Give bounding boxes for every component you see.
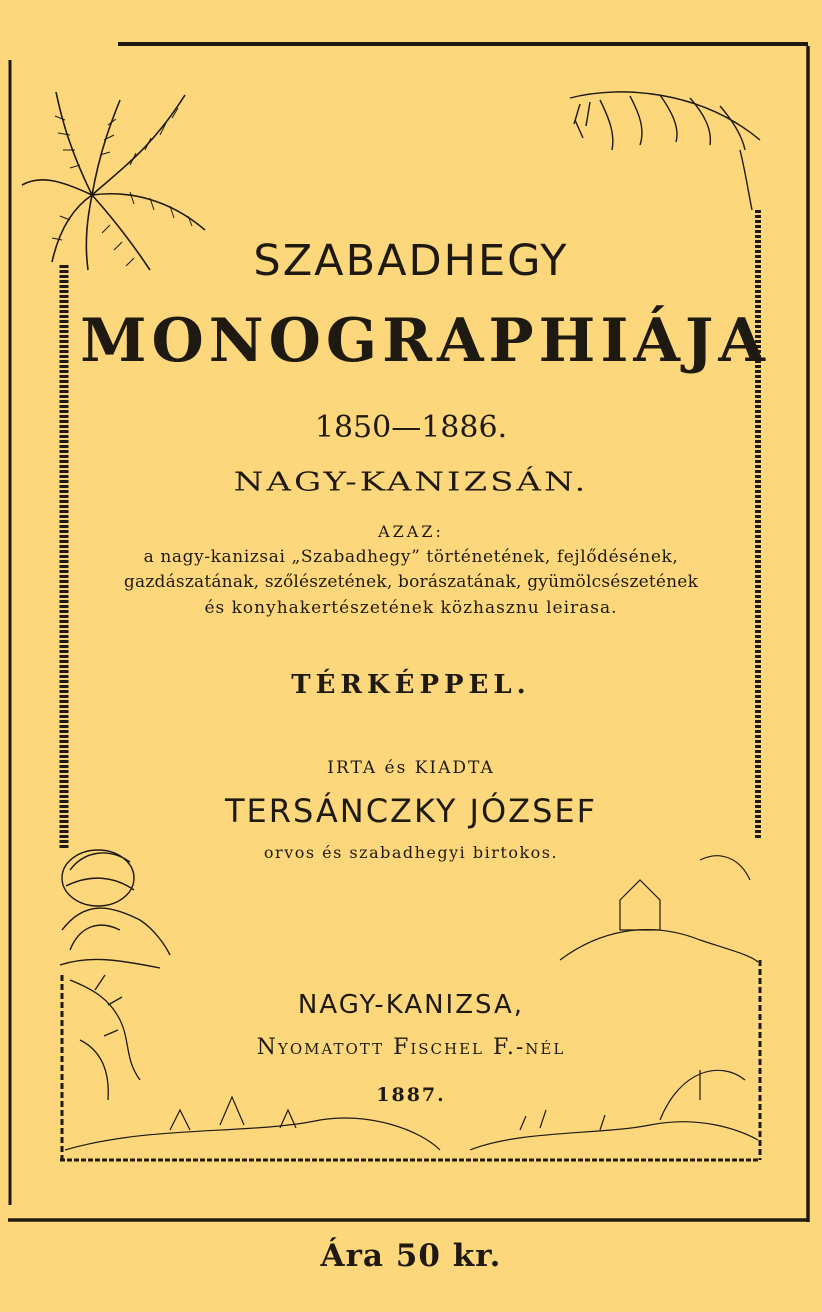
- map-note: TÉRKÉPPEL.: [291, 670, 531, 700]
- publication-year: 1887.: [376, 1084, 446, 1106]
- tropical-foliage-icon: [60, 850, 170, 968]
- author-name: TERSÁNCZKY JÓZSEF: [224, 792, 598, 830]
- price-label: Ára 50 kr.: [320, 1238, 502, 1274]
- title-line-2: MONOGRAPHIÁJA: [80, 306, 770, 376]
- place-title: NAGY-KANIZSÁN.: [233, 466, 589, 498]
- title-line-1: SZABADHEGY: [253, 236, 569, 286]
- written-by-label: IRTA és KIADTA: [327, 758, 495, 778]
- azaz-label: AZAZ:: [378, 522, 444, 541]
- tropical-foliage-icon: [570, 92, 760, 210]
- printer-line: Nyomatott Fischel F.-nél: [256, 1035, 566, 1060]
- year-range: 1850—1886.: [314, 410, 508, 445]
- description-line-3: és konyhakertészetének közhasznu leirasa.: [204, 598, 618, 618]
- author-title: orvos és szabadhegyi birtokos.: [263, 843, 559, 862]
- description-line-2: gazdászatának, szőlészetének, borászatának, gyümölcsészetének: [123, 572, 699, 592]
- publisher-city: NAGY-KANIZSA,: [297, 990, 525, 1020]
- description-line-1: a nagy-kanizsai „Szabadhegy” történetének, fejlődésének,: [143, 547, 679, 567]
